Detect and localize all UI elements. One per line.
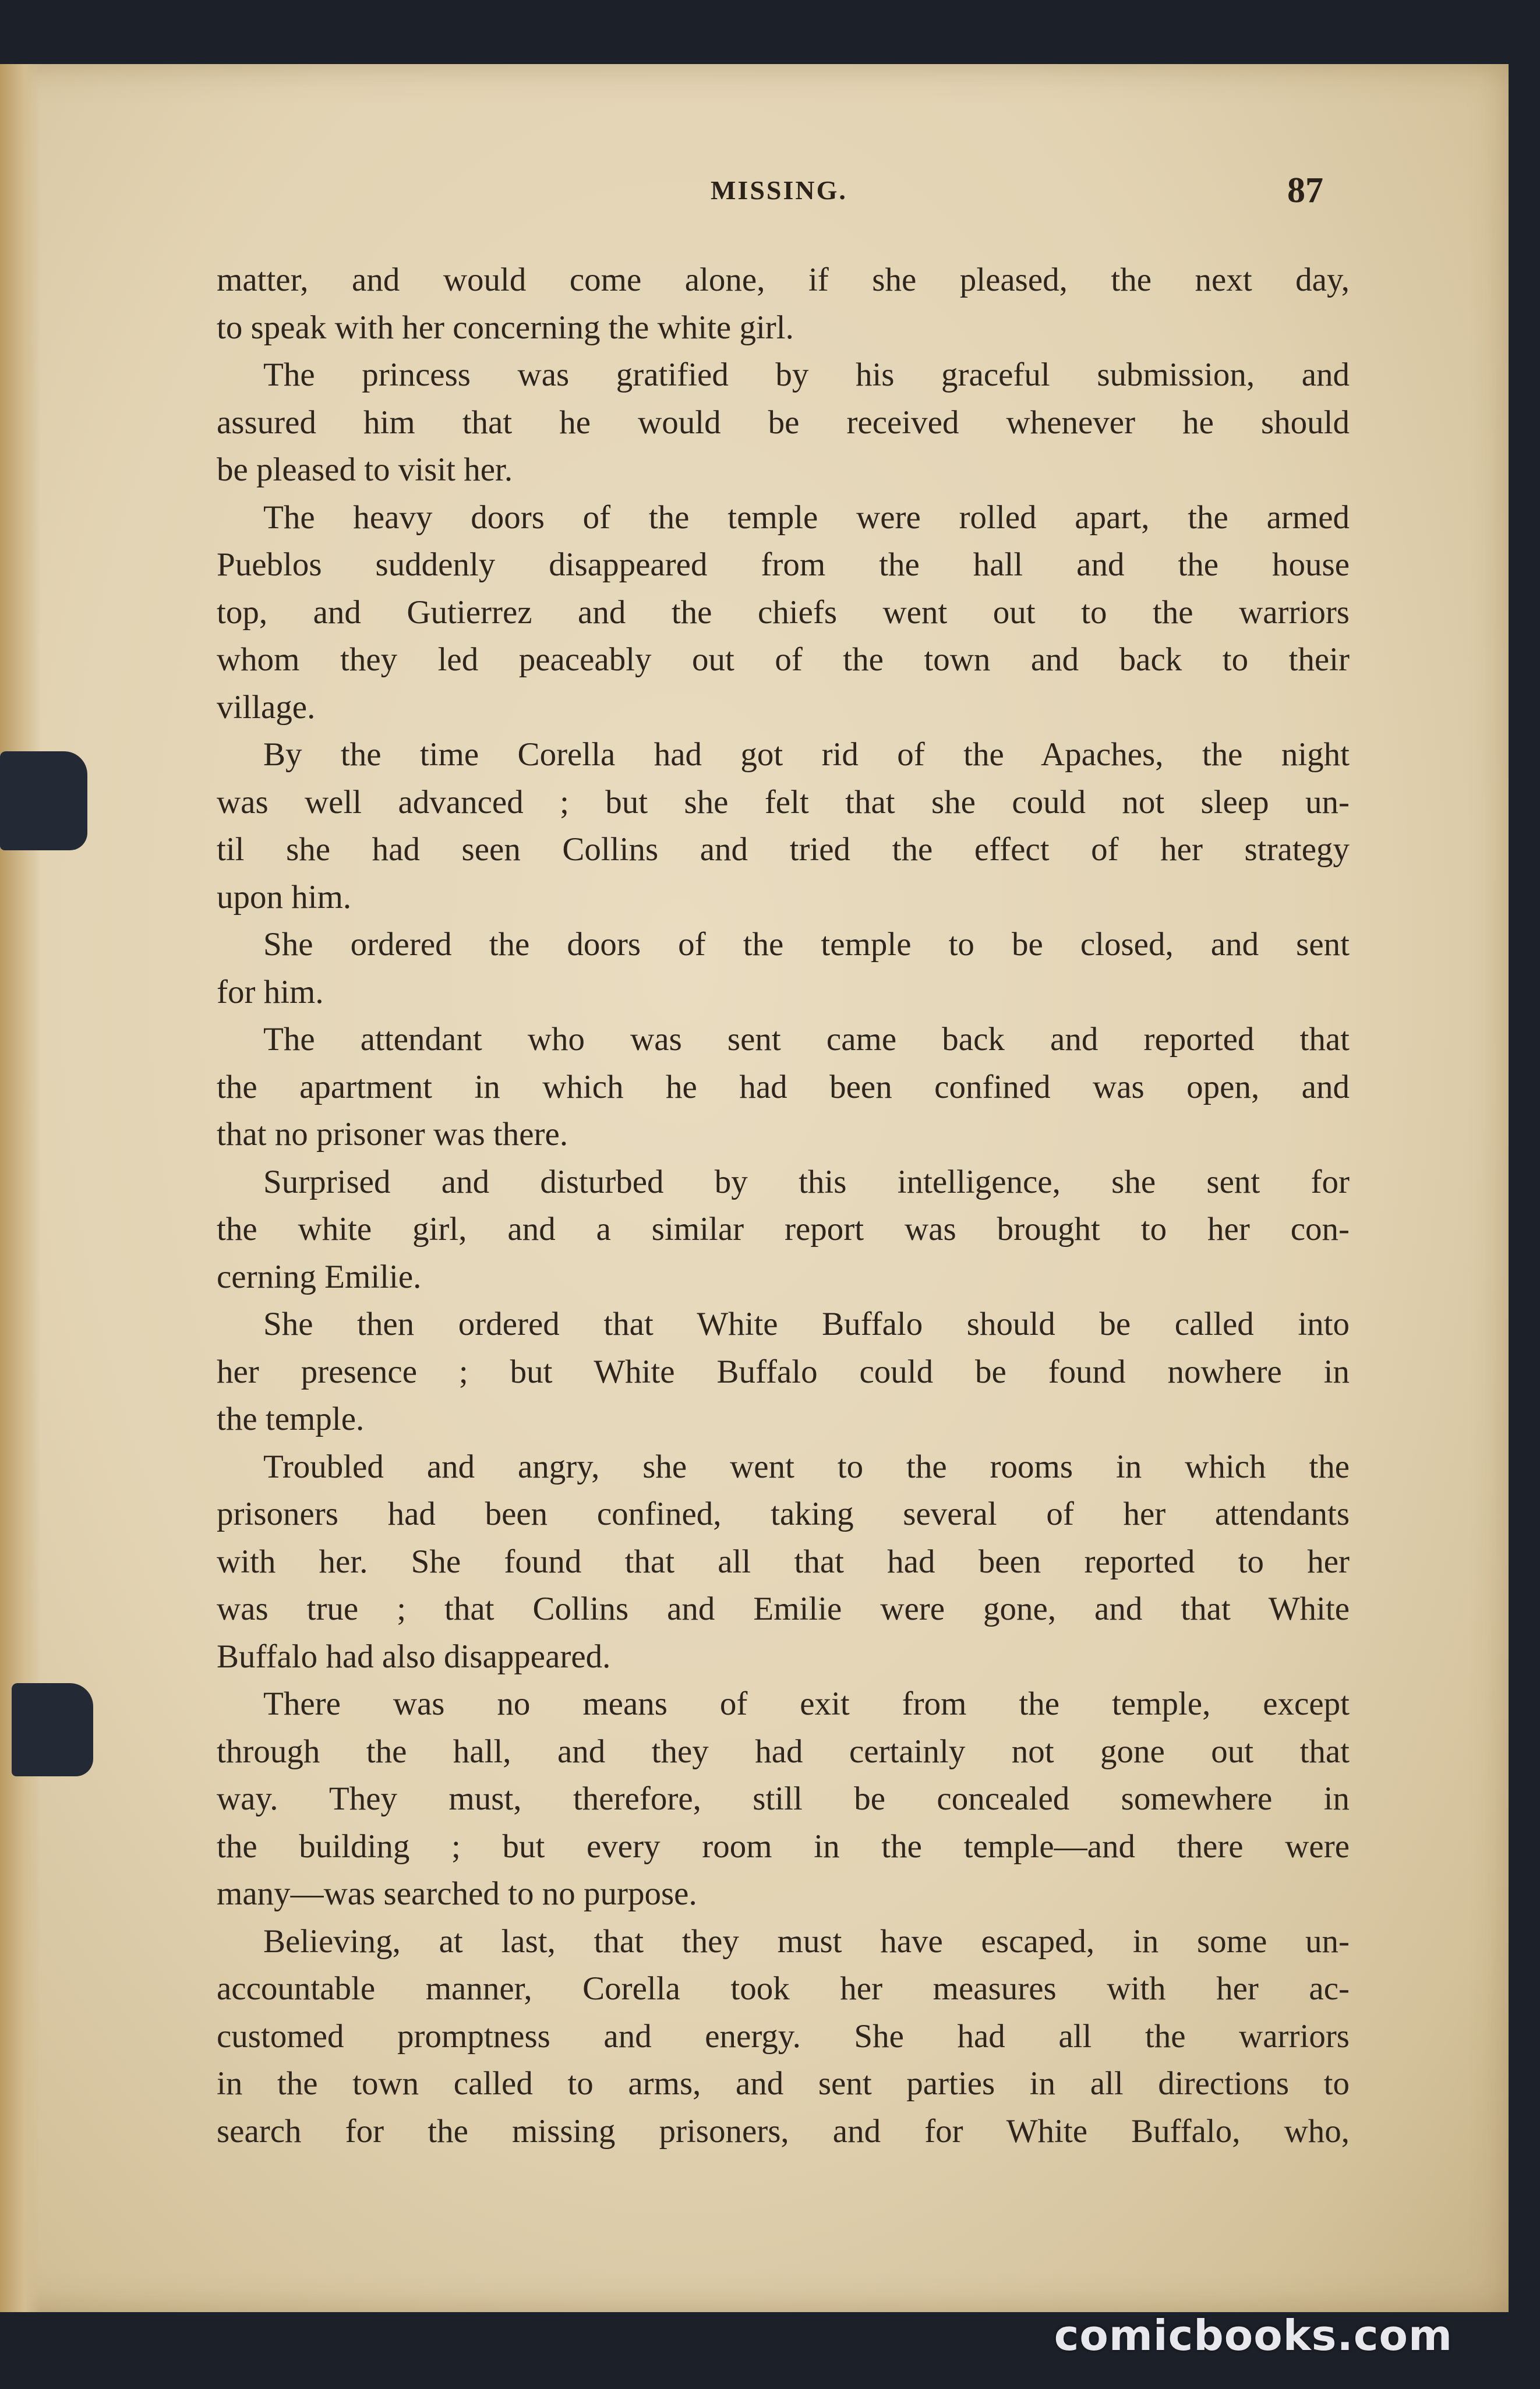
- page-number: 87: [1287, 171, 1323, 210]
- text-line: Buffalo had also disappeared.: [217, 1638, 611, 1675]
- text-line: through the hall, and they had certainly not gone out that: [217, 1733, 1350, 1770]
- binding-hole: [12, 1683, 93, 1776]
- text-line: the white girl, and a similar report was brought to her con-: [217, 1211, 1350, 1247]
- text-line: the temple.: [217, 1401, 365, 1437]
- text-line: upon him.: [217, 878, 352, 916]
- text-line: By the time Corella had got rid of the Apaches, the night: [263, 736, 1350, 773]
- text-line: Believing, at last, that they must have escaped, in some un-: [263, 1922, 1350, 1960]
- text-line: The princess was gratified by his graceful submission, and: [263, 356, 1350, 393]
- text-line: the apartment in which he had been confined was open, and: [217, 1068, 1350, 1105]
- text-line: to speak with her concerning the white girl.: [217, 309, 794, 346]
- text-line: in the town called to arms, and sent parties in all directions to: [217, 2065, 1350, 2102]
- text-line: her presence ; but White Buffalo could be found nowhere in: [217, 1353, 1350, 1390]
- page-spine-edge: [0, 64, 41, 2312]
- text-line: She ordered the doors of the temple to be closed, and sent: [263, 926, 1350, 963]
- binding-hole: [0, 751, 87, 850]
- text-line: top, and Gutierrez and the chiefs went out to the warriors: [217, 593, 1350, 631]
- text-line: was true ; that Collins and Emilie were gone, and that White: [217, 1591, 1350, 1627]
- text-line: the building ; but every room in the temple—and there were: [217, 1828, 1350, 1865]
- text-line: matter, and would come alone, if she pleased, the next day,: [217, 261, 1350, 298]
- text-line: was well advanced ; but she felt that she could not sleep un-: [217, 783, 1350, 821]
- text-line: accountable manner, Corella took her measures with her ac-: [217, 1970, 1350, 2007]
- body-text: [217, 256, 1350, 2155]
- text-line: many—was searched to no purpose.: [217, 1875, 697, 1912]
- text-line: way. They must, therefore, still be concealed somewhere in: [217, 1780, 1350, 1817]
- text-line: customed promptness and energy. She had all the warriors: [217, 2017, 1350, 2055]
- text-line: The attendant who was sent came back and reported that: [263, 1021, 1350, 1058]
- text-line: til she had seen Collins and tried the effect of her strategy: [217, 831, 1350, 868]
- text-line: Troubled and angry, she went to the rooms in which the: [263, 1448, 1350, 1485]
- text-line: that no prisoner was there.: [217, 1116, 568, 1153]
- text-line: whom they led peaceably out of the town and back to their: [217, 641, 1350, 678]
- text-line: with her. She found that all that had been reported to her: [217, 1543, 1350, 1580]
- text-line: The heavy doors of the temple were rolled apart, the armed: [263, 499, 1350, 536]
- running-head: [0, 171, 1509, 215]
- text-line: She then ordered that White Buffalo should be called into: [263, 1306, 1350, 1342]
- text-line: prisoners had been confined, taking several of her attendants: [217, 1496, 1350, 1532]
- watermark: comicbooks.com: [1054, 2311, 1453, 2360]
- text-line: be pleased to visit her.: [217, 451, 513, 488]
- text-line: for him.: [217, 973, 324, 1010]
- text-line: Pueblos suddenly disappeared from the hall and the house: [217, 546, 1350, 583]
- text-line: Surprised and disturbed by this intelligence, she sent for: [263, 1163, 1350, 1200]
- text-line: There was no means of exit from the temple, except: [263, 1685, 1350, 1722]
- text-line: search for the missing prisoners, and for White Buffalo, who,: [217, 2112, 1350, 2150]
- text-line: cerning Emilie.: [217, 1258, 422, 1295]
- book-page: [0, 64, 1509, 2312]
- chapter-title: MISSING.: [711, 175, 847, 205]
- text-line: assured him that he would be received whenever he should: [217, 404, 1350, 441]
- text-line: village.: [217, 688, 316, 726]
